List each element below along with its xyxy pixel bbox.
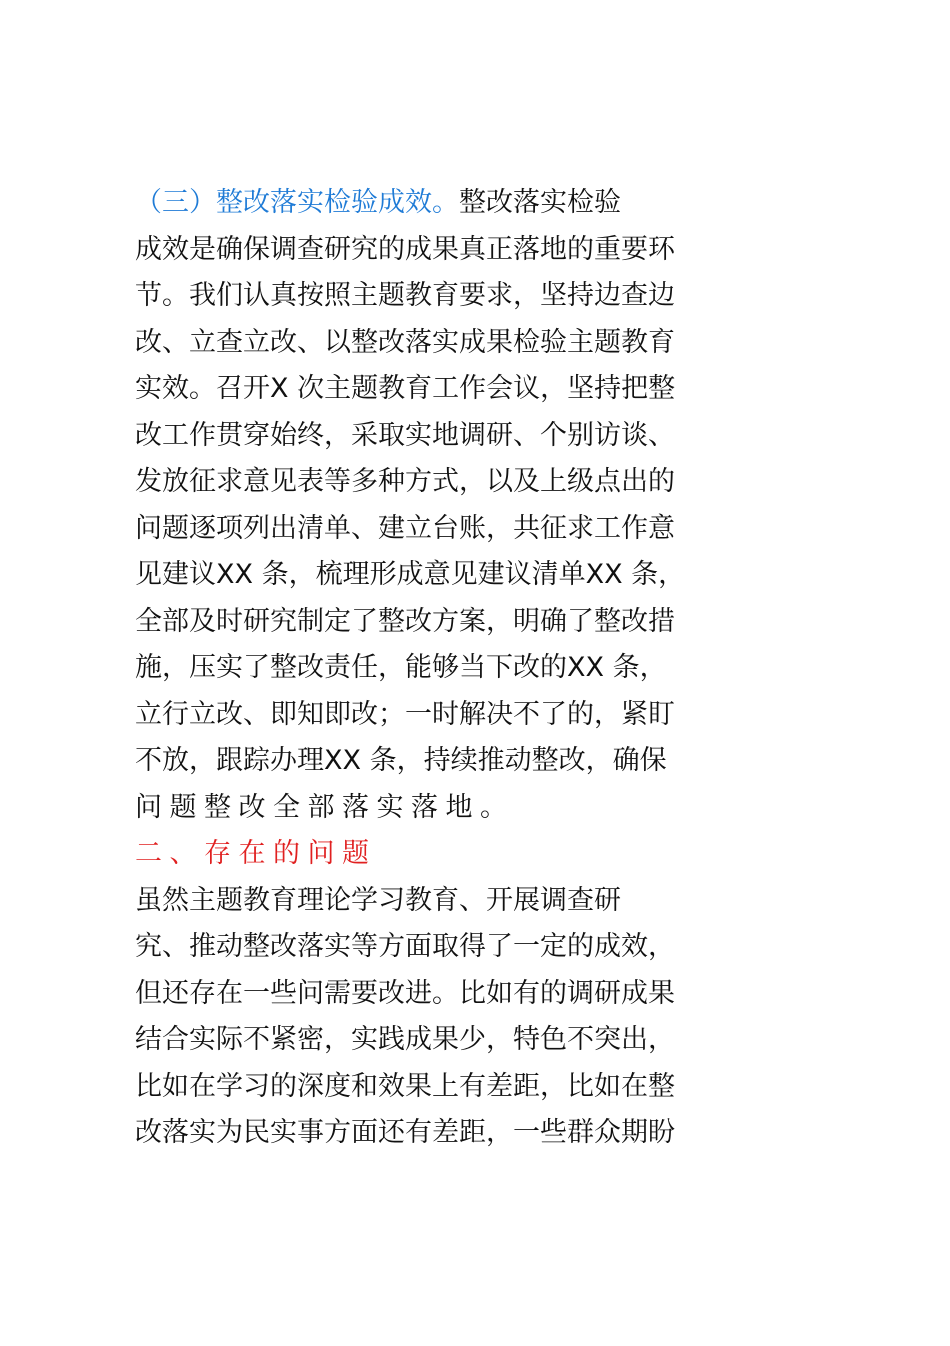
paragraph-text: 整改落实检验 [459, 187, 621, 218]
paragraph-line: 改落实为民实事方面还有差距，一些群众期盼 [135, 1117, 675, 1148]
document-body [135, 180, 820, 1157]
paragraph-line: 究、推动整改落实等方面取得了一定的成效， [135, 931, 675, 962]
subsection-heading: （三）整改落实检验成效。 [135, 187, 459, 218]
paragraph-line: 问题整改全部落实落地。 [135, 791, 515, 823]
paragraph-line: 不放，跟踪办理XX 条，持续推动整改，确保 [135, 745, 667, 776]
paragraph-line: 发放征求意见表等多种方式，以及上级点出的 [135, 466, 675, 497]
paragraph-line: 虽然主题教育理论学习教育、开展调查研 [135, 884, 621, 916]
paragraph-line: 比如在学习的深度和效果上有差距，比如在整 [135, 1070, 675, 1102]
paragraph-line: 改工作贯穿始终，采取实地调研、个别访谈、 [135, 419, 675, 451]
paragraph-line: 立行立改、即知即改；一时解决不了的，紧盯 [135, 698, 675, 730]
paragraph-line: 问题逐项列出清单、建立台账，共征求工作意 [135, 512, 675, 544]
paragraph-line: 实效。召开X 次主题教育工作会议，坚持把整 [135, 373, 676, 404]
paragraph-line: 改、立查立改、以整改落实成果检验主题教育 [135, 326, 675, 358]
paragraph-line: 结合实际不紧密，实践成果少，特色不突出， [135, 1024, 675, 1055]
paragraph-line: 但还存在一些问需要改进。比如有的调研成果 [135, 977, 675, 1009]
paragraph-section3-first-line [135, 180, 820, 227]
paragraph-line: 成效是确保调查研究的成果真正落地的重要环 [135, 233, 675, 265]
section-heading: 二、存在的问题 [135, 838, 377, 869]
paragraph-line: 见建议XX 条，梳理形成意见建议清单XX 条， [135, 559, 686, 590]
paragraph-line: 施，压实了整改责任，能够当下改的XX 条， [135, 652, 667, 683]
paragraph-line: 节。我们认真按照主题教育要求，坚持边查边 [135, 280, 675, 311]
paragraph-line: 全部及时研究制定了整改方案，明确了整改措 [135, 605, 675, 637]
